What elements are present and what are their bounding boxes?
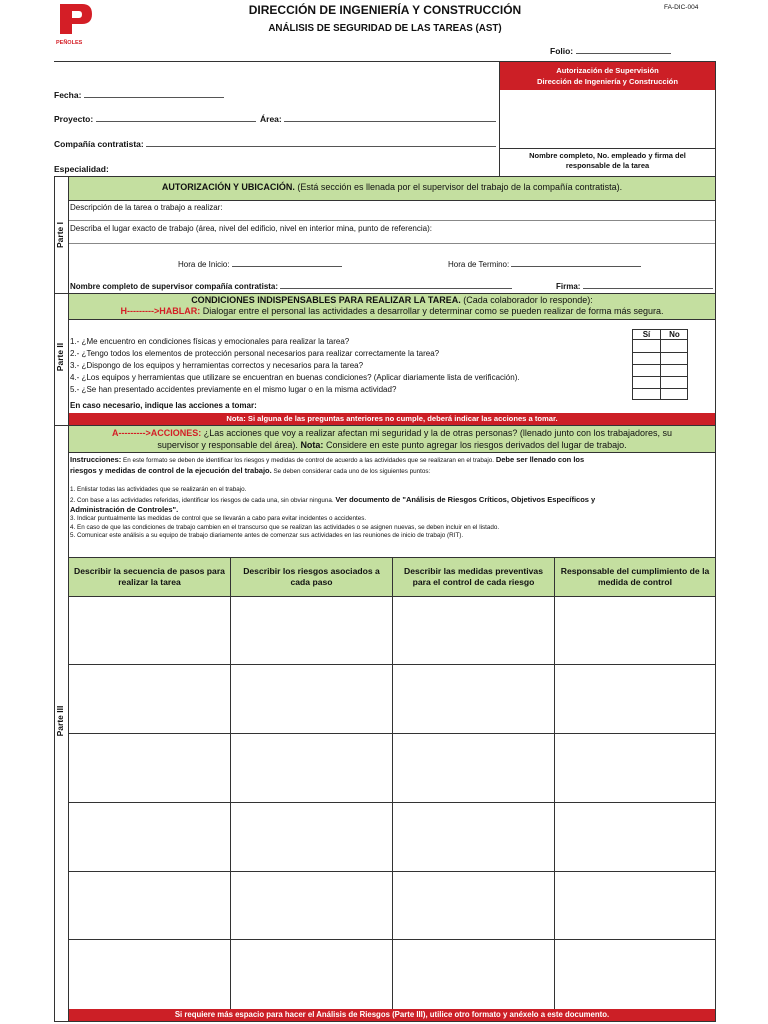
start-time-field[interactable]: Hora de Inicio: bbox=[178, 258, 342, 269]
table-row[interactable] bbox=[69, 803, 715, 872]
table-row[interactable] bbox=[69, 597, 715, 665]
table-row[interactable] bbox=[69, 940, 715, 1009]
fecha-label: Fecha: bbox=[54, 90, 82, 100]
auth-line-2: Dirección de Ingeniería y Construcción bbox=[537, 77, 678, 86]
column-header-measures: Describir las medidas preventivas para el control de cada riesgo bbox=[393, 558, 554, 596]
end-time-field[interactable]: Hora de Termino: bbox=[448, 258, 641, 269]
area-label: Área: bbox=[260, 114, 282, 124]
page-title: DIRECCIÓN DE INGENIERÍA Y CONSTRUCCIÓN bbox=[248, 3, 522, 17]
column-header-steps: Describir la secuencia de pasos para realizar la tarea bbox=[69, 558, 230, 596]
part2-note: Nota: Si alguna de las preguntas anteriores no cumple, deberá indicar las acciones a tomar. bbox=[69, 413, 715, 425]
part2-label: Parte II bbox=[55, 342, 65, 372]
folio-field[interactable] bbox=[550, 45, 671, 56]
logo-text: PEÑOLES bbox=[56, 40, 83, 46]
fecha-field[interactable] bbox=[54, 89, 224, 100]
page-subtitle: ANÁLISIS DE SEGURIDAD DE LAS TAREAS (AST) bbox=[268, 23, 502, 34]
part1-label: Parte I bbox=[55, 222, 65, 248]
signature-box[interactable] bbox=[500, 90, 715, 148]
folio-label: Folio: bbox=[550, 46, 574, 56]
proyecto-label: Proyecto: bbox=[54, 114, 94, 124]
supervisor-name-field[interactable]: Nombre completo de supervisor compañía contratista: bbox=[70, 280, 512, 291]
work-location-label[interactable]: Describa el lugar exacto de trabajo (área, nivel del edificio, nivel en interior mina, punto de referencia): bbox=[70, 224, 432, 233]
table-row[interactable] bbox=[69, 734, 715, 803]
task-description-label[interactable]: Descripción de la tarea o trabajo a realizar: bbox=[70, 203, 223, 212]
question-5: 5.- ¿Se han presentado accidentes previamente en el mismo lugar o en la misma actividad? bbox=[70, 385, 397, 394]
part3-label: Parte III bbox=[55, 705, 65, 737]
penoles-logo-icon bbox=[54, 2, 94, 36]
column-header-risks: Describir los riesgos asociados a cada paso bbox=[231, 558, 392, 596]
actions-to-take-field[interactable]: En caso necesario, indique las acciones a tomar: bbox=[70, 401, 257, 410]
column-header-responsible: Responsable del cumplimiento de la medida de control bbox=[555, 558, 715, 596]
supervisor-signature-field[interactable]: Firma: bbox=[556, 280, 713, 291]
col-no-header: No bbox=[661, 330, 688, 340]
area-field[interactable] bbox=[260, 113, 496, 124]
yes-no-grid bbox=[632, 329, 688, 400]
part3-header: A--------->ACCIONES: ¿Las acciones que voy a realizar afectan mi seguridad y la de otras personas? (llenado junto con los trabajadores, su supervisor y responsable del área). Nota: Considere en este punto agregar los riesgos derivados del lugar de trabajo. bbox=[69, 426, 715, 452]
part2-header: CONDICIONES INDISPENSABLES PARA REALIZAR LA TAREA. (Cada colaborador lo responde): H--------->HABLAR: Dialogar entre el personal las actividades a desarrollar y determinar como se pueden realizar de forma más segura. bbox=[69, 294, 715, 319]
question-3: 3.- ¿Dispongo de los equipos y herramientas correctos y necesarios para la tarea? bbox=[70, 361, 364, 370]
signature-caption: Nombre completo, No. empleado y firma del responsable de la tarea bbox=[529, 151, 686, 170]
especialidad-label: Especialidad: bbox=[54, 164, 109, 174]
document-code: FA-DIC-004 bbox=[664, 4, 699, 11]
question-1: 1.- ¿Me encuentro en condiciones físicas y emocionales para realizar la tarea? bbox=[70, 337, 350, 346]
question-2: 2.- ¿Tengo todos los elementos de protección personal necesarios para realizar correctamente la tarea? bbox=[70, 349, 440, 358]
table-row[interactable] bbox=[69, 665, 715, 734]
compania-label: Compañía contratista: bbox=[54, 139, 144, 149]
col-si-header: Sí bbox=[633, 330, 661, 340]
especialidad-field[interactable] bbox=[54, 164, 109, 174]
table-row[interactable] bbox=[69, 872, 715, 940]
compania-field[interactable] bbox=[54, 138, 496, 149]
company-logo bbox=[54, 2, 94, 46]
auth-line-1: Autorización de Supervisión bbox=[556, 66, 659, 75]
question-4: 4.- ¿Los equipos y herramientas que utilizare se encuentran en buenas condiciones? (Aplicar diariamente lista de verificación). bbox=[70, 373, 520, 382]
supervision-authorization-header bbox=[500, 62, 715, 90]
instructions: Instrucciones: En este formato se deben de identificar los riesgos y medidas de control de acuerdo a las actividades que se realizaran en el trabajo. Debe ser llenado con los riesgos y medidas de control de la ejecución del trabajo. Se deben considerar cada uno de los siguientes puntos: 1. Enlistar todas las actividades que se realizarán en el trabajo. 2. Con base a las actividades referidas, identificar los riesgos de cada una, sin obviar ninguna. Ver documento de "Análisis de Riesgos Críticos, Objetivos Específicos y Administración de Controles". 3. Indicar puntualmente las medidas de control que se llevarán a cabo para evitar incidentes o accidentes. 4. En caso de que las condiciones de trabajo cambien en el transcurso que se realizan las actividades o se asignen nuevas, se deben incluir en el listado. 5. Comunicar este análisis a su equipo de trabajo diariamente antes de comenzar sus actividades en las reuniones de inicio de trabajo (RIT). bbox=[70, 455, 596, 540]
proyecto-field[interactable] bbox=[54, 113, 256, 124]
footer-note: Si requiere más espacio para hacer el Análisis de Riesgos (Parte III), utilice otro formato y anéxelo a este documento. bbox=[69, 1009, 715, 1021]
part1-header: AUTORIZACIÓN Y UBICACIÓN. (Está sección es llenada por el supervisor del trabajo de la compañía contratista). bbox=[69, 177, 715, 200]
